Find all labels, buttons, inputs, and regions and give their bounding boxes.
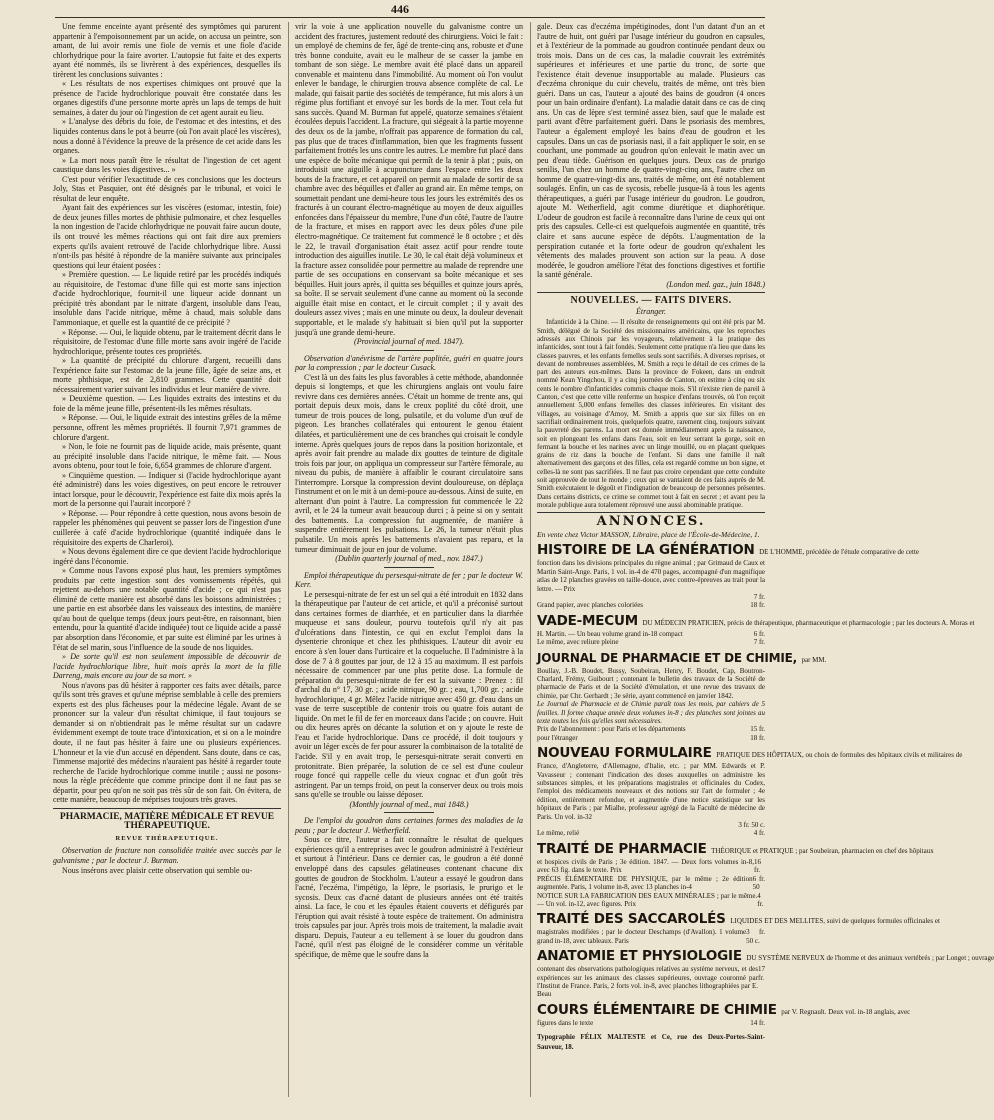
ad-price: 15 fr. — [750, 725, 765, 734]
paragraph: » Comme nous l'avons exposé plus haut, les premiers symptômes produits par cette ingestion sont des vomissements répétés, qui rejettent au-dehors une notable quantité d'acide ; ce qui n'est pas éliminé de cette manière est absorbé dans les boissons administrées ; une partie en est absorbée dans les vaisseaux des intestins, de manière qu'au bout de quelque temps (deux jours peut-être, en raisonnant, bien entendu, pour la quantité d'acide indiquée) tout ce liquide acide a passé par absorption dans l'économie, et par suite est éliminé par les urines à l'état de sel marin, sous l'influence de la soude de nos liquides. — [53, 566, 281, 652]
paragraph: vrir la voie à une application nouvelle du galvanisme contre un accident des fractures, justement redouté des chirurgiens. Voici le fait : un employé de chemins de fer, âgé de trente-cinq ans, robuste et d'une très bonne conduite, avait eu le malheur de se casser la jambe en tombant de son siège. Le membre avait été placé dans un appareil convenable et maintenu dans l'immobilité. Au moment où l'on voulut enlever le bandage, le chirurgien trouva absence complète de cal. Le malade, qui faisait partie des sociétés de tempérance, fut mis alors à un régime plus fortifiant et envoyé sur les bords de la mer. Tout cela fut sans succès. Quand M. Burman fut appelé, quatorze semaines s'étaient écoulées depuis l'accident. La fracture, qui siégeait à la partie moyenne des deux os de la jambe, n'offrait pas apparence de formation du cal, pas plus que de traces d'inflammation, bien que les fragments fussent parfaitement frottés les uns contre les autres. Le membre fut placé dans une espèce de boîte mécanique qui permît de la tenir à plat ; puis, on introduisit une aiguille à acupuncture dans l'espace entre les deux bouts de la fracture, et cet appareil on permit au malade de sortir de sa chambre avec des béquilles et d'aller au grand air. En même temps, on soumettait pendant une demi-heure tous les jours les extrémités des os fracturés à un courant électro-magnétique au moyen de deux aiguilles enfoncées dans l'épaisseur du membre, l'une d'un côté, l'autre de l'autre de la fracture, et mises en rapport avec les deux pôles d'une pile électro-magnétique. Ce traitement fut commencé le 8 octobre ; et dès le 22, le travail d'organisation était assez actif pour rendre toute introduction des aiguilles inutile. Le 30, le cal était déjà volumineux et la fracture assez consolidée pour permettre au malade de reprendre une partie de ses occupations en conservant sa boîte mécanique et ses béquilles. Huit jours après, il quitta ses béquilles et quinze jours après, sa boîte. Il se servait seulement d'une canne au moment où la seconde aiguille était mise en contact, et le circuit complet ; il y avait des douleurs assez vives ; mais en une minute ou deux, la douleur devenait supportable, et le malade s'y habituait si bien qu'il put la supporter jusqu'à une grande demi-heure. — [295, 22, 523, 337]
article-title: Emploi thérapeutique du persesqui-nitrate de fer ; par le docteur W. Kerr. — [295, 570, 523, 590]
paragraph: Infanticide à la Chine. — Il résulte de renseignements qui ont été pris par M. Smith, délégué de la Société des missionnaires américains, que les reproches adressés aux Chinois par les voyageurs, relativement à la pratique des infanticides, sont tout à fait fondés. Seulement cette pratique n'a lieu que dans les classes pauvres, et les enfants femelles seuls sont sacrifiés. A diverses reprises, et devant de nombreuses assemblées, M. Smith a reçu le détail de ces crimes de la part des auteurs eux-mêmes. Dans la province de Fokeen, dans un endroit nommé Kean Yingchou, il y a cinq journées de Canton, on estime à cinq ou six cents le nombre d'infanticides commis chaque mois. S'il n'existe rien de pareil à Canton, c'est que cette ville renferme un hospice d'enfans trouvés, où l'on reçoit annuellement 5,000 enfans femelles des classes inférieures. En visitant des villages, au voisinage d'Amoy, M. Smith a appris que sur six filles on en sacrifiait ordinairement trois, quelquefois quatre, rarement cinq, toujours suivant la pauvreté des parens. La mort est donnée immédiatement après la naissance, soit en plongeant les enfans dans l'eau, soit en leur serrant la gorge, soit en fermant la bouche et les narines avec un linge mouillé, ou en plaçant quelques grains de riz dans la bouche de l'enfant. Si dans une famille il naît alternativement des garçons et des filles, cela est regardé comme un bon signe, et celles-là ne sont pas sacrifiées. Il ne faut pas croire cependant que cette conduite soit approuvée de tout le monde ; ceux qui se vantaient de ces faits auprès de M. Smith exécutaient le dégoût et l'indignation de beaucoup de personnes présentes. Dans certains districts, ce crime se commet tout à fait en secret ; et avant peu la morale publique aura totalement réprouvé une aussi abominable pratique. — [537, 318, 765, 509]
paragraph: » Première question. — Le liquide retiré par les procédés indiqués au réquisitoire, de l'estomac d'une fille qui est morte sans injection d'acide hydrochlorique, fournit-il une liqueur acide donnant un précipité très abondant par le nitrate d'argent, insoluble dans l'eau, insoluble dans l'acide nitrique, même à chaud, mais soluble dans l'ammoniaque, et quelle est la quantité de ce précipité ? — [53, 270, 281, 327]
paragraph: Sous ce titre, l'auteur a fait connaître le résultat de quelques expériences qu'il a entreprises avec le goudron administré à l'extérieur et surtout à l'intérieur. Dans ce dernier cas, le goudron a été donné enveloppé dans des capsules gélatineuses contenant chacune dix gouttes de goudron de Stockholm. L'auteur a essayé le goudron dans l'acné, l'eczéma, l'impétigo, la lèpre, le psoriasis, le prurigo et le sycosis. Deux cas d'acné datant de plusieurs années ont été traités ainsi. La face, le cou et les épaules étaient couverts et défigurés par l'éruption qui avait résisté à toute espèce de traitement. On administra trois capsules par jour. Après trois mois de traitement, la maladie avait disparu. Depuis, l'auteur a eu tellement à se louer du goudron dans l'acné, qu'il n'est pas éloigné de le considérer comme un véritable spécifique, de même que le soufre dans la — [295, 835, 523, 959]
paragraph: » L'analyse des débris du foie, de l'estomac et des intestins, et des liquides contenus dans le pot à beurre (où l'on avait placé les viscères), nous a donné à l'évidence la preuve de la présence de cet acide dans les organes. — [53, 117, 281, 156]
ad-text: Boullay, J.-B. Boudet, Bussy, Soubeiran, Henry, F. Boudet, Cap, Boutron-Charlard, Frémy, Guibourt ; contenant le bulletin des travaux de la Société de pharmacie de Paris et de la Société d'émulation, et une revue des travaux de chimie, par Chr. Gerhardt ; 3e série, ayant commencé en janvier 1842. — [537, 666, 765, 700]
ad-title: TRAITÉ DES SACCAROLÉS LIQUIDES ET DES MELLITES, suivi de quelques formules officinales et — [537, 911, 940, 928]
source-citation: (Dublin quarterly journal of med., nov. 1847.) — [335, 554, 483, 564]
advertisement — [537, 650, 827, 743]
paragraph: » Deuxième question. — Les liquides extraits des intestins et du foie de la même jeune fille, présentent-ils les mêmes résultats. — [53, 394, 281, 413]
ad-price: 18 fr. — [750, 733, 765, 742]
ad-price: 4 fr. — [753, 829, 765, 838]
ad-text: H. Martin. — Un beau volume grand in-18 compact — [537, 629, 683, 638]
ad-text: NOTICE SUR LA FABRICATION DES EAUX MINÉRALES ; par le même. — Un vol. in-12, avec figures. Prix — [537, 891, 758, 908]
ad-text: magistrales modifiées ; par le docteur Deschamps (d'Avallon). 1 volume grand in-18, avec tableaux. Paris — [537, 928, 747, 945]
ad-text: et hospices civils de Paris ; 3e édition. 1847. — Deux forts volumes in-8, avec 63 fig. dans le texte. Prix — [537, 857, 754, 875]
ad-title: JOURNAL DE PHARMACIE ET DE CHIMIE, par MM. — [537, 650, 827, 665]
news-heading: NOUVELLES. — FAITS DIVERS. — [570, 295, 732, 307]
advertisement — [537, 840, 934, 908]
ad-price: 7 fr. — [753, 638, 765, 647]
ad-price: 3 fr. 50 c. — [738, 821, 765, 830]
ad-text: pour l'étranger — [537, 733, 578, 742]
advertisement — [537, 542, 920, 610]
paragraph: Nous n'avons pas dû hésiter à rapporter ces faits avec détails, parce qu'ils sont très graves et qu'une méprise semblable à celle des premiers experts est des plus fâcheuses pour la médecine légale. Avant de se prononcer sur la valeur d'un résultat chimique, il faut toujours se demander si on n'obtiendrait pas le même résultat sur un cadavre évidemment exempt de toute trace d'intoxication, et si on a le moindre doute, il ne faut pas hésiter à faire une ou plusieurs expériences. L'honneur et la vie d'un accusé en dépendent. Sans doute, dans ce cas, l'immense majorité des médecins n'auraient pas hésité à regarder toute recherche de l'acide hydrochlorique comme inutile ; aussi ne posons-nous la règle précédente que comme principe dont il ne faut pas se départir, pour peu qu'on ne soit pas très sûr de son fait. On évitera, de cette manière, beaucoup de méprises toujours très graves. — [53, 680, 281, 805]
article-title: De l'emploi du goudron dans certaines formes des maladies de la peau ; par le docteur J. Wetherfield. — [295, 816, 523, 835]
column-3 — [537, 22, 994, 1097]
section-heading: PHARMACIE, MATIÈRE MÉDICALE ET REVUE THÉRAPEUTIQUE. — [59, 811, 275, 832]
ad-title: ANATOMIE ET PHYSIOLOGIE DU SYSTÈME NERVEUX de l'homme et des animaux vertébrés ; par Longet ; ouvrage — [537, 948, 994, 965]
ad-text: Le Journal de Pharmacie et de Chimie paraît tous les mois, par cahiers de 5 feuilles. Il forme chaque année deux volumes in-8 ; des planches sont jointes au texte toutes les fois qu'elles sont nécessaires. — [537, 700, 765, 726]
column-divider — [288, 22, 289, 1097]
separator — [384, 350, 434, 351]
ad-text: PRÉCIS ÉLÉMENTAIRE DE PHYSIQUE, par le même ; 2e édition augmentée. Paris, 1 volume in-8, avec 13 planches in-4 — [537, 874, 753, 892]
paragraph: » Réponse. — Oui, le liquide extrait des intestins grêles de la même personne, offrent les mêmes propriétés. Il fournit 7,971 grammes de chlorure d'argent. — [53, 413, 281, 442]
ad-text: France, d'Angleterre, d'Allemagne, d'Italie, etc. ; par MM. Edwards et P. Vavasseur ; contenant l'indication des doses auxquelles on administre les substances simples, et les préparations magistrales et officinales du Codex, l'emploi des médicaments nouveaux et des notions sur l'art de formuler ; 4e édition, entièrement refondue, et augmentée d'une notice statistique sur les hôpitaux de Paris ; par Mialhe, professeur agrégé de la Faculté de médecine de Paris. Un vol. in-32 — [537, 762, 765, 821]
paragraph: « Les résultats de nos expertises chimiques ont prouvé que la présence de l'acide hydrochlorique pouvait être constatée dans les organes digestifs d'une personne morte après un laps de temps de huit semaines, à dater du jour où l'ingestion de cet agent aurait eu lieu. — [53, 79, 281, 117]
ad-price: 16 fr. — [754, 857, 761, 875]
ad-text: Grand papier, avec planches coloriées — [537, 601, 644, 610]
section-subheading: REVUE THÉRAPEUTIQUE. — [115, 834, 219, 842]
paragraph: Le persesqui-nitrate de fer est un sel qui a été introduit en 1832 dans la thérapeutique par l'auteur de cet article, et qu'il a préconisé surtout dans certaines formes de diarrhée, et en particulier dans la diarrhée muqueuse et sans douleur, pourvu toutefois qu'il n'y ait pas d'ulcérations dans l'intestin, ce qui en exclut l'emploi dans la dysenterie chronique et chez les phthisiques. L'auteur dit avoir eu encore à s'en louer dans l'urticaire et la coqueluche. Il l'administre à la dose de 7 à 8 gouttes par jour, de 12 à 15 au maximum. Il est parfois nécessaire de commencer par une plus petite dose. La formule de préparation du persesqui-nitrate de fer est la suivante : Prenez : fil d'archal du n° 17, 30 gr. ; acide nitrique, 90 gr. ; eau, 1,700 gr. ; acide hydrochlorique, 4 gr. Mêlez l'acide nitrique avec 450 gr. d'eau dans un vase de terre susceptible de contenir trois ou quatre fois autant de liquide. On met le fil de fer en morceaux dans l'acide ; on couvre. Huit ou dix heures après on décante la solution et on y ajoute le reste de l'eau et l'acide hydrochlorique. Dans ce procédé, il doit toujours y avoir un léger excès de fer pour assurer la combinaison de la totalité de l'acide. S'il y en avait trop, le persesqui-nitrate serait converti en protonitrate. Bien préparée, la solution de ce sel est d'une couleur rouge foncé qui rappelle celle du vieux cognac et d'un goût très astringent. Par un temps froid, on peut la conserver deux ou trois mois sans qu'elle se trouble ou laisse déposer. — [295, 589, 523, 800]
ad-text: contenant des observations pathologiques relatives au système nerveux, et des expériences sur les animaux des classes supérieures, ouvrage couronné par l'Institut de France. Paris, 2 forts vol. in-8, avec planches lithographiées par E. Beau — [537, 965, 758, 999]
section-rule — [537, 292, 765, 293]
announcements-heading: ANNONCES. — [596, 514, 706, 530]
printer-imprint: Typographie FÉLIX MALTESTE et Ce, rue des Deux-Portes-Saint-Sauveur, 18. — [537, 1033, 765, 1051]
ad-text: fonction dans les divisions principales du règne animal ; par Grimaud de Caux et Martin Saint-Ange. Paris, 1 vol. in-4 de 470 pages, accompagné d'un magnifique atlas de 12 planches gravées en taille-douce, avec contre-épreuves au trait pour la lettre. — Prix — [537, 559, 765, 593]
news-subheading: Étranger. — [636, 306, 666, 316]
paragraph: Une femme enceinte ayant présenté des symptômes qui parurent appartenir à l'empoisonnement par un acide, on accusa un peintre, son amant, de lui avoir remis une fiole de vernis et une fiole d'acide chlorhydrique pour la faire avorter. L'autopsie fut faite et des experts ayant été nommés, ils se livrèrent à des expériences, desquelles ils tirèrent les conclusions suivantes : — [53, 22, 281, 79]
ad-price: 14 fr. — [750, 1018, 765, 1027]
paragraph: » Nous devons également dire ce que devient l'acide hydrochlorique ingéré dans l'économie. — [53, 547, 281, 566]
paragraph: Nous insérons avec plaisir cette observation qui semble ou- — [62, 865, 253, 875]
section-rule — [53, 808, 281, 809]
ad-price: 6 fr. 50 — [752, 874, 765, 892]
paragraph: Ayant fait des expériences sur les viscères (estomac, intestin, foie) de deux jeunes filles mortes de phthisie pulmonaire, et chez lesquelles la non ingestion de l'acide chlorhydrique ne pouvait faire aucun doute, ils ont trouvé les mêmes réactions qui ont fait dire aux premiers experts qu'ils avaient retrouvé de l'acide chlorhydrique libre. Aussi n'ont-ils pas hésité à répondre de la manière suivante aux principales questions qui leur étaient posées : — [53, 203, 281, 270]
article-title: Observation de fracture non consolidée traitée avec succès par le galvanisme ; par le docteur J. Burman. — [53, 846, 281, 866]
source-citation: (Provincial journal of med. 1847). — [354, 337, 464, 347]
paragraph: » De sorte qu'il est non seulement impossible de découvrir de l'acide hydrochlorique libre, huit mois après la mort de la fille Darreng, mais encore au jour de sa mort. » — [53, 652, 281, 681]
article-title: Observation d'anévrisme de l'artère poplitée, guéri en quatre jours par la compression ; par le docteur Cusack. — [295, 353, 523, 373]
source-citation: (London med. gaz., juin 1848.) — [666, 279, 765, 289]
ad-title: HISTOIRE DE LA GÉNÉRATION DE L'HOMME, précédée de l'étude comparative de cette — [537, 542, 920, 559]
advertisement — [537, 745, 963, 838]
ad-text: Le même, relié — [537, 829, 580, 838]
ad-price: 3 fr. 50 c. — [746, 928, 765, 945]
advertisement — [537, 948, 994, 999]
ad-price: 7 fr. — [753, 592, 765, 601]
separator — [384, 567, 434, 568]
column-divider — [530, 22, 531, 1097]
paragraph: » Réponse. — Oui, le liquide obtenu, par le traitement décrit dans le réquisitoire, de l'estomac d'une fille morte sans avoir ingéré de l'acide hydrochlorique, présente toutes ces propriétés. — [53, 327, 281, 356]
ad-text: Prix de l'abonnement : pour Paris et les départements — [537, 725, 686, 734]
section-rule — [537, 512, 765, 513]
ad-title: TRAITÉ DE PHARMACIE THÉORIQUE et PRATIQUE ; par Soubeiran, pharmacien en chef des hôpitaux — [537, 840, 934, 857]
column-2 — [295, 22, 523, 1097]
ad-price: 17 fr. — [758, 965, 765, 982]
ad-text: Le même, avec reliure pleine — [537, 638, 619, 647]
ad-price: 4 fr. — [757, 891, 764, 908]
ad-title: COURS ÉLÉMENTAIRE DE CHIMIE par V. Regnault. Deux vol. in-18 anglais, avec — [537, 1001, 911, 1018]
column-1 — [53, 22, 281, 1097]
paragraph: gale. Deux cas d'eczéma impétiginodes, dont l'un datant d'un an et l'autre de huit, ont guéri par l'usage intérieur du goudron en capsules, et à l'extérieur de la pommade au goudron continuée pendant deux ou trois mois. Dans un de ces cas, la maladie couvrait les extrémités supérieures et inférieures et une partie du tronc, de sorte que l'existence était devenue insupportable au malade. Plusieurs cas d'eczéma chronique du cuir chevelu, traités de même, ont très bien guéri. Dans un cas, l'auteur a ajouté des bains de goudron (4 onces pour un bain ordinaire d'enfant). La maladie datait dans ce cas de cinq ans. Un cas de lèpre s'est terminé assez bien, sauf que le malade est parti avant d'être parfaitement guéri. Dans le psoriasis des membres, l'auteur a également employé les bains d'eau de goudron et les capsules. Dans un cas de psoriasis nasi, il a fait appliquer le soir, en se couchant, une pommade au goudron qu'on enlevait le matin avec un peu d'eau tiède. Guérison en quelques jours. Deux cas de prurigo senilis, l'un chez un homme de quatre-vingt-cinq ans, l'autre chez un homme de quatre-vingt-dix ans, traités de même, ont été notablement soulagés. Enfin, un cas de sycosis, rebelle jusque-là à tous les agents thérapeutiques, a guéri par l'usage intérieur du goudron. Le goudron, ajoute M. Wetherfield, agit comme diurétique et diaphorétique. L'odeur de goudron est facile à reconnaître dans l'urine de ceux qui ont pris des capsules. Celle-ci est quelquefois augmentée en quantité, très claire et sans aucune espèce de dépôts. L'augmentation de la perspiration cutanée et la forte odeur de goudron qu'exhalent les vêtements des malades prouvent son action sur la peau. A dose modérée, le goudron améliore l'état des fonctions digestives et fortifie la santé générale. — [537, 22, 765, 280]
ad-price: 18 fr. — [750, 601, 765, 610]
header-rule — [55, 17, 765, 18]
paragraph: » Réponse. — Pour répondre à cette question, nous avons besoin de rappeler les phénomènes qui peuvent se passer lors de l'ingestion d'une cuillerée à café d'acide hydrochlorique (quantité indiquée dans le réquisitoire des experts de Charleroi). — [53, 508, 281, 547]
paragraph: C'est là un des faits les plus favorables à cette méthode, abandonnée depuis si longtemps, et que les chirurgiens anglais ont voulu faire revivre dans ces dernières années. C'était un homme de trente ans, qui portait depuis deux mois, dans le creux poplité du côté droit, une tumeur de trois pouces de long, pulsatile, et du volume d'un œuf de pigeon. Les branches collatérales qui entourent le genou étaient dilatées, et particulièrement une de ces branches qui croisait le condyle interne. Après quelques jours de repos dans la position horizontale, et après avoir fait prendre au malade dix gouttes de teinture de digitale trois fois par jour, on appliqua un compresseur sur l'artère fémorale, au niveau du pubis, de manière à affaiblir le courant circulatoire sans l'interrompre. Lorsque la compression devint douloureuse, on déplaça l'instrument et on le mit à un demi-pouce au-dessous. Ainsi de suite, en alternant d'un point à l'autre. La compression fut commencée le 22 avril, et le 24 la tumeur avait beaucoup durci ; à peine si on y sentait des battements. La compression fut augmentée, de manière à suspendre entièrement les pulsations. Le 26, la tumeur n'était plus pulsatile. Un mois après les battements n'avaient pas reparu, et la tumeur diminuait de jour en jour de volume. — [295, 372, 523, 554]
paragraph: » La mort nous paraît être le résultat de l'ingestion de cet agent caustique dans les voies digestives... » — [53, 155, 281, 175]
source-citation: (Monthly journal of med., mai 1848.) — [349, 799, 469, 809]
paragraph: » Cinquième question. — Indiquer si (l'acide hydrochlorique ayant été administré) dans les voies digestives, on peut encore le retrouver intact lorsque, pour le découvrir, l'expérience est faite dix mois après la mort de la personne qui l'aurait incorporé ? — [53, 470, 281, 509]
advertisement — [537, 612, 975, 647]
paragraph: » La quantité de précipité du chlorure d'argent, recueilli dans l'expérience faite sur l'estomac de la jeune fille, âgée de seize ans, et morte phthisique, est de 2,810 grammes. Cette quantité doit nécessairement varier suivant les individus et leur manière de vivre. — [53, 356, 281, 394]
ad-title: VADE-MECUM DU MÉDECIN PRATICIEN, précis de thérapeutique, pharmaceutique et pharmacologie ; par les docteurs A. Moras et — [537, 612, 975, 629]
advertisement — [537, 1001, 911, 1027]
advertisement — [537, 911, 940, 945]
ad-price: 6 fr. — [753, 629, 765, 638]
ad-title: NOUVEAU FORMULAIRE PRATIQUE DES HÔPITAUX, ou choix de formules des hôpitaux civils et militaires de — [537, 745, 963, 762]
publisher-line: En vente chez Victor MASSON, Libraire, place de l'École-de-Médecine, 1. — [537, 529, 760, 539]
paragraph: » Non, le foie ne fournit pas de liquide acide, mais présente, quant au précipité insoluble dans l'acide nitrique, le même fait. — Nous avons obtenu, pour tout le foie, 6,654 grammes de chlorure d'argent. — [53, 442, 281, 471]
separator — [384, 812, 434, 813]
ad-text: figures dans le texte — [537, 1018, 594, 1027]
page-number: 446 — [391, 2, 409, 16]
paragraph: C'est pour vérifier l'exactitude de ces conclusions que les docteurs Joly, Stas et Pasquier, ont été désignés par le tribunal, et voici le résultat de leur enquête. — [53, 174, 281, 203]
